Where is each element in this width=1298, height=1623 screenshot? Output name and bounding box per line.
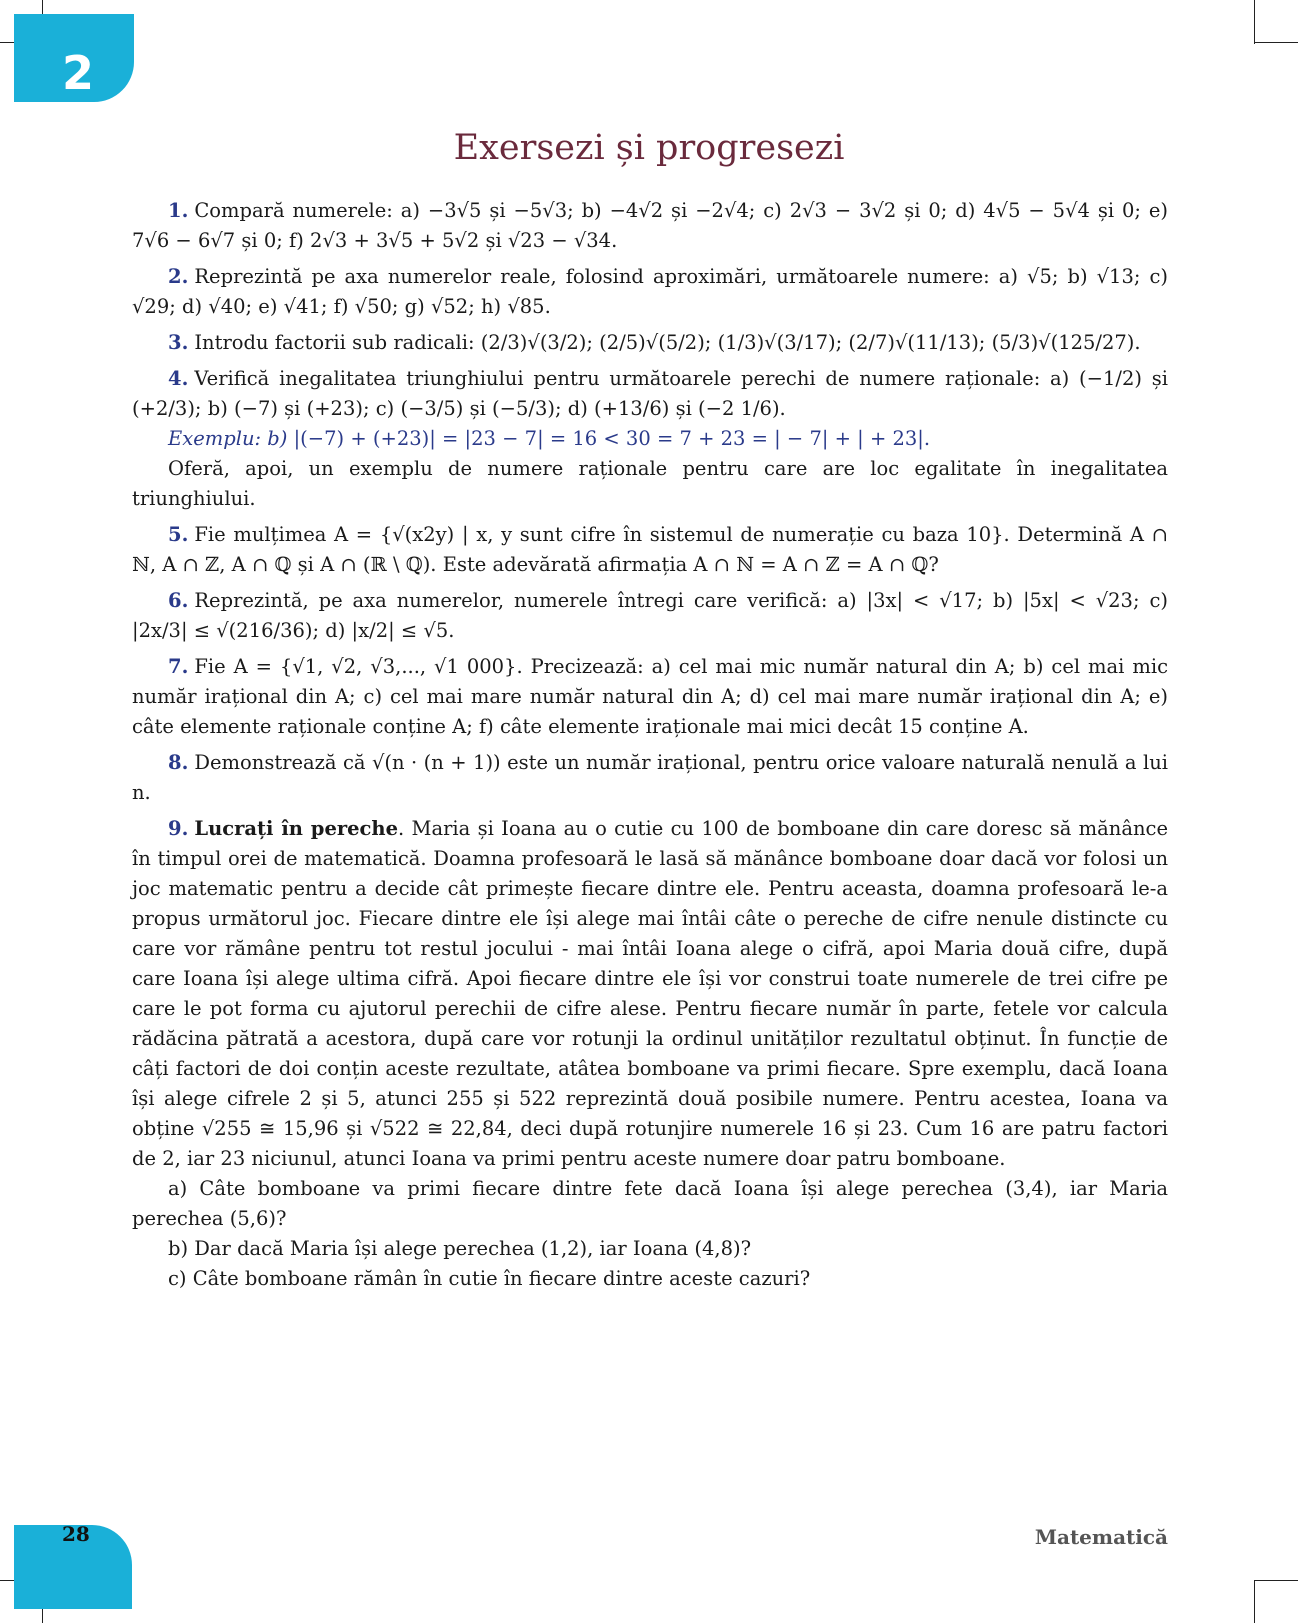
exercise-list [132, 196, 1168, 1294]
exercise-1: 1. Compară numerele: a) −3√5 și −5√3; b) −4√2 și −2√4; c) 2√3 − 3√2 și 0; d) 4√5 − 5√4 și 0; e) 7√6 − 6√7 și 0; f) 2√3 + 3√5 + 5√2 și √23 − √34. [132, 199, 1168, 252]
exercise-2: 2. Reprezintă pe axa numerelor reale, folosind aproximări, următoarele numere: a) √5; b) √13; c) √29; d) √40; e) √41; f) √50; g) √52; h) √85. [132, 265, 1168, 318]
exercise-3: 3. Introdu factorii sub radicali: (2/3)√(3/2); (2/5)√(5/2); (1/3)√(3/17); (2/7)√(11/13); (5/3)√(125/27). [168, 331, 1141, 354]
example-line: Exemplu: b) |(−7) + (+23)| = |23 − 7| = 16 < 30 = 7 + 23 = | − 7| + | + 23|. [168, 427, 931, 450]
footer-subject: Matematică [1034, 1525, 1168, 1549]
exercise-9-a: a) Câte bomboane va primi fiecare dintre fete dacă Ioana își alege perechea (3,4), iar Maria perechea (5,6)? [132, 1177, 1168, 1230]
chapter-number: 2 [62, 46, 95, 100]
exercise-5: 5. Fie mulțimea A = {√(x2y) | x, y sunt cifre în sistemul de numerație cu baza 10}. Determină A ∩ ℕ, A ∩ ℤ, A ∩ ℚ și A ∩ (ℝ \ ℚ). Este adevărată afirmația A ∩ ℕ = A ∩ ℤ = A ∩ ℚ? [132, 523, 1168, 576]
exercise-9-c: c) Câte bomboane rămân în cutie în fiecare dintre aceste cazuri? [168, 1267, 811, 1290]
exercise-6: 6. Reprezintă, pe axa numerelor, numerele întregi care verifică: a) |3x| < √17; b) |5x| < √23; c) |2x/3| ≤ √(216/36); d) |x/2| ≤ √5. [132, 589, 1168, 642]
crop-mark [1254, 0, 1255, 44]
exercise-8: 8. Demonstrează că √(n · (n + 1)) este un număr irațional, pentru orice valoare naturală nenulă a lui n. [132, 751, 1168, 804]
crop-mark [1254, 42, 1298, 43]
page-number: 28 [62, 1522, 90, 1546]
page-title: Exersezi și progresezi [453, 128, 845, 168]
exercise-4: 4. Verifică inegalitatea triunghiului pentru următoarele perechi de numere raționale: a) (−1/2) și (+2/3); b) (−7) și (+23); c) (−3/5) și (−5/3); d) (+13/6) și (−2 1/6). [132, 367, 1168, 420]
crop-mark [1254, 1580, 1255, 1623]
exercise-9-b: b) Dar dacă Maria își alege perechea (1,2), iar Ioana (4,8)? [168, 1237, 752, 1260]
exercise-4-followup: Oferă, apoi, un exemplu de numere raționale pentru care are loc egalitate în inegalitatea triunghiului. [132, 457, 1168, 510]
exercise-9: 9. Lucrați în pereche. Maria și Ioana au o cutie cu 100 de bomboane din care doresc să mănânce în timpul orei de matematică. Doamna profesoară le lasă să mănânce bomboane doar dacă vor folosi un joc matematic pentru a decide cât primește fiecare dintre ele. Pentru aceasta, doamna profesoară le-a propus următorul joc. Fiecare dintre ele își alege mai întâi câte o pereche de cifre nenule distincte cu care vor rămâne pentru tot restul jocului - mai întâi Ioana alege o cifră, apoi Maria două cifre, după care Ioana își alege ultima cifră. Apoi fiecare dintre ele își vor construi toate numerele de trei cifre pe care le pot forma cu ajutorul perechii de cifre alese. Pentru fiecare număr în parte, fetele vor calcula rădăcina pătrată a acestora, după care vor rotunji la ordinul unităților rezultatul obținut. În funcție de câți factori de doi conțin aceste rezultate, atâtea bomboane va primi fiecare. Spre exemplu, dacă Ioana își alege cifrele 2 și 5, atunci 255 și 522 reprezintă două posibile numere. Pentru acestea, Ioana va obține √255 ≅ 15,96 și √522 ≅ 22,84, deci după rotunjire numerele 16 și 23. Cum 16 are patru factori de 2, iar 23 niciunul, atunci Ioana va primi pentru aceste numere doar patru bomboane. [132, 817, 1168, 1170]
crop-mark [1254, 1580, 1298, 1581]
exercise-7: 7. Fie A = {√1, √2, √3,..., √1 000}. Precizează: a) cel mai mic număr natural din A; b) cel mai mic număr irațional din A; c) cel mai mare număr natural din A; d) cel mai mare număr irațional din A; e) câte elemente raționale conține A; f) câte elemente iraționale mai mici decât 15 conține A. [132, 655, 1168, 738]
